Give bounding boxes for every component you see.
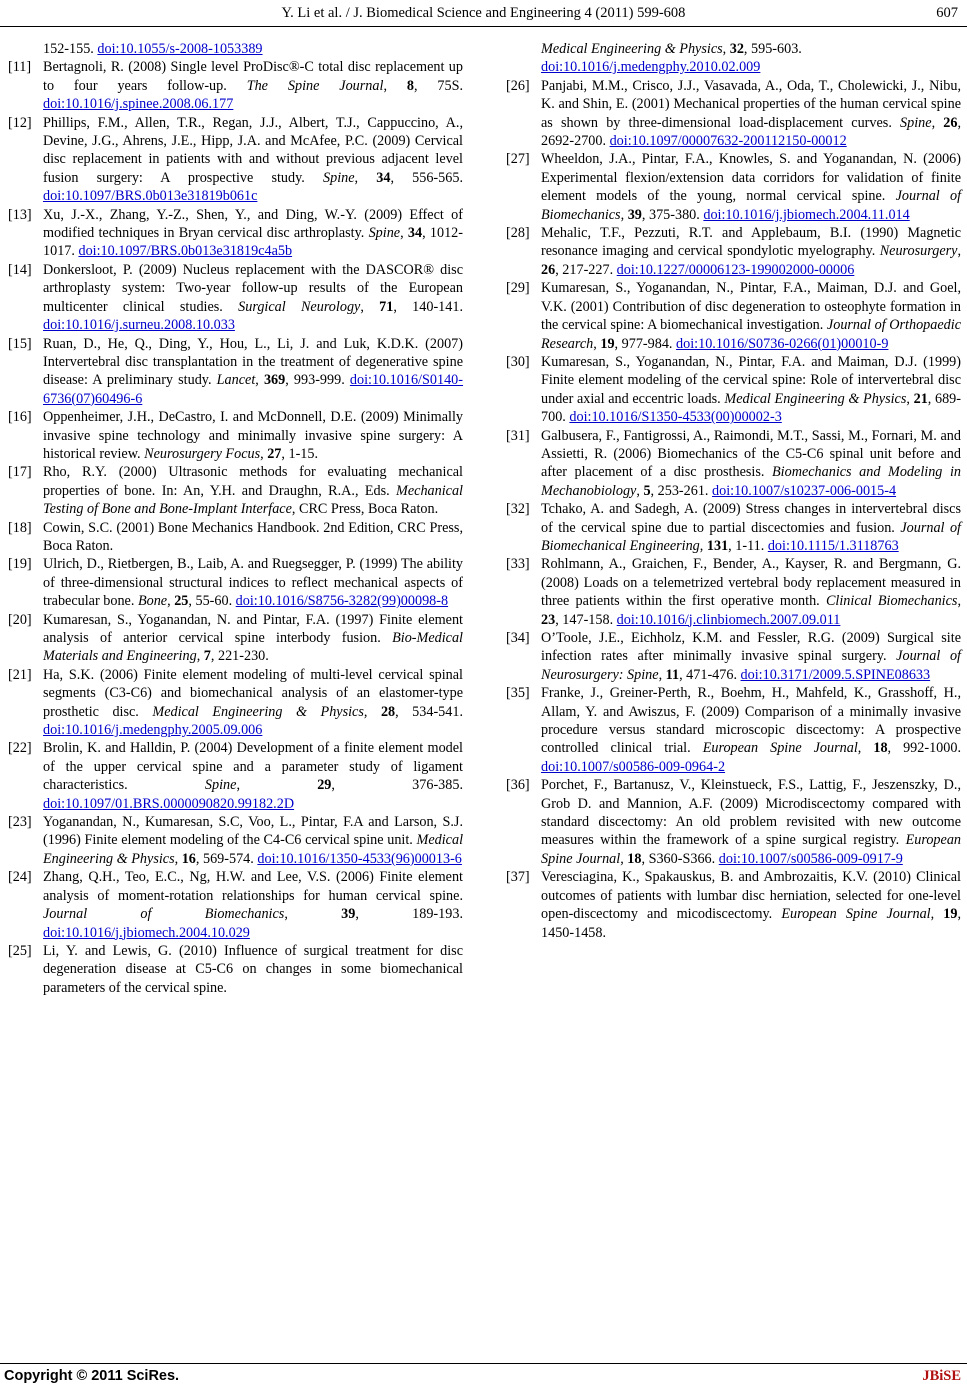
reference-number: [29]: [506, 280, 530, 297]
reference-journal: Spine: [204, 777, 237, 794]
reference-volume: 18: [873, 740, 888, 757]
reference-entry: [12] Phillips, F.M., Allen, T.R., Regan, J.J., Albert, T.J., Cappuccino, A., Devine, J.G., Ahrens, J.E., Hipp, J.A. and McAfee, P.C. (2009) Cervical disc replacement in patients with and without previous adjacent level fusion surgery: A prospective study. Spine, 34, 556-565. doi:10.1097/BRS.0b013e31819b061c: [8, 114, 463, 205]
reference-pages: , 140-141.: [393, 298, 464, 315]
reference-pages: , 569-574.: [195, 850, 254, 867]
reference-text: Phillips, F.M., Allen, T.R., Regan, J.J., Albert, T.J., Cappuccino, A., Devine, J.G., Ahrens, J.E., Hipp, J.A. and McAfee, P.C. (2009) Cervical disc replacement in patients with and without previous adjacent level fusion surgery: A prospective study.: [43, 114, 463, 186]
running-title: Y. Li et al. / J. Biomedical Science and Engineering 4 (2011) 599-608: [281, 5, 686, 21]
doi-link[interactable]: doi:10.1016/S8756-3282(99)00098-8: [235, 593, 449, 610]
reference-number: [36]: [506, 777, 530, 794]
reference-entry: [14] Donkersloot, P. (2009) Nucleus replacement with the DASCOR® disc arthroplasty system: Two-year follow-up results of the European multicenter clinical studies. Surgical Neurology, 71, 140-141. doi:10.1016/j.surneu.2008.10.033: [8, 261, 464, 334]
footer-rule: [0, 1363, 967, 1364]
reference-journal: Medical Engineering & Physics: [724, 390, 907, 407]
doi-link[interactable]: doi:10.1016/S0140-6736(07)60496-6: [43, 372, 463, 407]
reference-number: [22]: [8, 740, 32, 757]
reference-text: Donkersloot, P. (2009) Nucleus replacement with the DASCOR® disc arthroplasty system: Two-year follow-up results of the European multicenter clinical studies.: [43, 261, 463, 315]
doi-link[interactable]: doi:10.1097/00007632-200112150-00012: [609, 133, 847, 150]
reference-journal: Bone: [137, 593, 168, 610]
reference-pages: , 1-11.: [728, 537, 765, 554]
reference-entry: [24] Zhang, Q.H., Teo, E.C., Ng, H.W. and Lee, V.S. (2006) Finite element analysis of moment-rotation relationships for human cervical spine. Journal of Biomechanics, 39, 189-193. doi:10.1016/j.jbiomech.2004.10.029: [8, 869, 463, 941]
reference-entry: [21] Ha, S.K. (2006) Finite element modeling of multi-level cervical spinal segments (C3-C6) and biomechanical analysis of an elastomer-type prosthetic disc. Medical Engineering & Physics, 28, 534-541. doi:10.1016/j.medengphy.2005.09.006: [8, 666, 464, 739]
reference-volume: 5: [643, 482, 651, 499]
reference-volume: 39: [627, 206, 642, 223]
reference-entry: [8, 463, 463, 518]
doi-link[interactable]: doi:10.1055/s-2008-1053389: [97, 41, 263, 57]
reference-journal: Spine: [368, 225, 401, 242]
reference-pages: , 253-261.: [650, 482, 709, 499]
reference-continued: Medical Engineering & Physics, 32, 595-603. doi:10.1016/j.medengphy.2010.02.009: [541, 41, 802, 76]
reference-entry: [28] Mehalic, T.F., Pezzuti, R.T. and Applebaum, B.I. (1990) Magnetic resonance imaging and cervical spondylotic myelography. Neurosurgery, 26, 217-227. doi:10.1227/00006123-199002000-00006: [506, 225, 962, 278]
reference-volume: 11: [665, 666, 680, 683]
reference-pages: , 55-60.: [188, 593, 233, 610]
reference-entry: [8, 942, 463, 997]
page-footer: [0, 1363, 967, 1386]
reference-text: Yoganandan, N., Kumaresan, S.C, Voo, L., Pintar, F.A and Larson, S.J. (1996) Finite element modeling of the C4-C6 cervical spine unit.: [43, 814, 463, 849]
doi-link[interactable]: doi:10.1115/1.3118763: [767, 537, 899, 554]
reference-number: [25]: [8, 942, 32, 959]
reference-journal: European Spine Journal: [702, 740, 858, 757]
reference-volume: 19: [943, 906, 958, 923]
doi-link[interactable]: doi:10.1016/j.jbiomech.2004.11.014: [703, 206, 910, 223]
reference-number: [21]: [8, 666, 32, 683]
reference-pages: , 977-984.: [614, 335, 673, 352]
reference-pages: , 2692-2700.: [541, 114, 962, 150]
doi-link[interactable]: doi:10.1016/j.spinee.2008.06.177: [43, 96, 234, 113]
reference-text: Kumaresan, S., Yoganandan, N., Pintar, F.A. and Maiman, D.J. (1999) Finite element modeling of the cervical spine: Role of intervertebral disc under axial and eccentric loads.: [541, 353, 961, 407]
reference-text: Kumaresan, S., Yoganandan, N., Pintar, F.A., Maiman, D.J. and Goel, V.K. (2001) Contribution of disc degeneration to osteophyte formation in the cervical spine: A biomechanical investigation.: [541, 280, 961, 334]
reference-entry: [36] Porchet, F., Bartanusz, V., Kleinstueck, F.S., Lattig, F., Jeszenszky, D., Grob D. and Mannion, A.F. (2009) Microdiscectomy compared with standard discectomy: An old problem revisited with new outcome measures within the framework of a spine surgical registry. European Spine Journal, 18, S360-S366. doi:10.1007/s00586-009-0917-9: [506, 777, 962, 867]
reference-number: [34]: [506, 630, 530, 646]
reference-entry: [33] Rohlmann, A., Graichen, F., Bender, A., Kayser, R. and Bergmann, G. (2008) Loads on a telemetrized vertebral body replacement measured in three patients within the first operative month. Clinical Biomechanics, 23, 147-158. doi:10.1016/j.clinbiomech.2007.09.011: [506, 556, 961, 628]
reference-text: Rohlmann, A., Graichen, F., Bender, A., Kayser, R. and Bergmann, G. (2008) Loads on a telemetrized vertebral body replacement measured in three patients within the first operative month.: [541, 556, 961, 610]
doi-link[interactable]: doi:10.1016/1350-4533(96)00013-6: [257, 850, 462, 867]
reference-text: Brolin, K. and Halldin, P. (2004) Development of a finite element model of the upper cervical spine and a parameter study of ligament characteristics.: [43, 740, 463, 794]
reference-journal: Bio-Medical Materials and Engineering: [43, 630, 464, 665]
reference-entry: [11] Bertagnoli, R. (2008) Single level ProDisc®-C total disc replacement up to four years follow-up. The Spine Journal, 8, 75S. doi:10.1016/j.spinee.2008.06.177: [8, 59, 464, 113]
doi-link[interactable]: doi:10.1007/s10237-006-0015-4: [712, 482, 897, 499]
reference-volume: 26: [541, 261, 556, 278]
reference-text: Veresciagina, K., Spakauskus, B. and Ambrozaitis, K.V. (2010) Clinical outcomes of patients with lumbar disc herniation, selected for one-level open-discectomy and micodiscectomy.: [541, 869, 961, 923]
reference-text: Ulrich, D., Rietbergen, B., Laib, A. and Ruegsegger, P. (1999) The ability of three-dimensional structural indices to reflect mechanical aspects of trabecular bone.: [43, 556, 463, 610]
reference-pages: , 1450-1458.: [541, 906, 962, 941]
reference-journal: European Spine Journal: [781, 906, 931, 923]
reference-entry: [16] Oppenheimer, J.H., DeCastro, I. and McDonnell, D.E. (2009) Minimally invasive spine technology and minimally invasive spine surgery: A historical review. Neurosurgery Focus, 27, 1-15.: [8, 409, 463, 462]
reference-pages: , 75S.: [413, 77, 464, 94]
reference-number: [23]: [8, 814, 32, 831]
doi-link[interactable]: doi:10.1016/j.clinbiomech.2007.09.011: [616, 611, 841, 628]
reference-text: Li, Y. and Lewis, G. (2010) Influence of surgical treatment for disc degeneration disease at C5-C6 on changes in some biomechanical parameters of the cervical spine.: [43, 942, 463, 996]
reference-pages: , 471-476.: [679, 666, 737, 683]
reference-pages: , 217-227.: [555, 261, 614, 278]
reference-entry: [13] Xu, J.-X., Zhang, Y.-Z., Shen, Y., and Ding, W.-Y. (2009) Effect of modified techniques in Bryan cervical disc arthroplasty. Spine, 34, 1012-1017. doi:10.1097/BRS.0b013e31819c4a5b: [8, 206, 464, 260]
doi-link[interactable]: doi:10.1007/s00586-009-0917-9: [718, 850, 903, 867]
doi-link[interactable]: doi:10.1016/j.medengphy.2010.02.009: [541, 59, 761, 76]
reference-entry: [32] Tchako, A. and Sadegh, A. (2009) Stress changes in intervertebral discs of the cervical spine due to partial discectomies and fusion. Journal of Biomechanical Engineering, 131, 1-11. doi:10.1115/1.3118763: [506, 501, 961, 554]
reference-text: Kumaresan, S., Yoganandan, N. and Pintar, F.A. (1997) Finite element analysis of anterior cervical spine interbody fusion.: [43, 611, 463, 646]
reference-entry: [31] Galbusera, F., Fantigrossi, A., Raimondi, M.T., Sassi, M., Fornari, M. and Assietti, R. (2006) Biomechanics of the C5-C6 spinal unit before and after placement of a disc prosthesis. Biomechanics and Modeling in Mechanobiology, 5, 253-261. doi:10.1007/s10237-006-0015-4: [506, 427, 961, 499]
reference-pages: , 595-603.: [743, 41, 802, 57]
reference-text: O’Toole, J.E., Eichholz, K.M. and Fessler, R.G. (2009) Surgical site infection rates after minimally invasive spinal surgery.: [541, 630, 961, 665]
reference-volume: 25: [174, 593, 189, 610]
reference-volume: 34: [376, 169, 391, 186]
reference-number: [13]: [8, 206, 32, 223]
reference-volume: 16: [181, 850, 196, 867]
reference-journal: Neurosurgery: [879, 243, 958, 260]
reference-pages: , CRC Press, Boca Raton.: [291, 501, 439, 518]
reference-volume: 131: [706, 537, 729, 554]
reference-text: Cowin, S.C. (2001) Bone Mechanics Handbook. 2nd Edition, CRC Press, Boca Raton.: [43, 519, 463, 554]
doi-link[interactable]: doi:10.1016/j.medengphy.2005.09.006: [43, 722, 263, 739]
doi-link[interactable]: doi:10.1227/00006123-199002000-00006: [616, 261, 855, 278]
reference-volume: 7: [203, 648, 211, 665]
reference-continued: [8, 40, 463, 58]
reference-number: [31]: [506, 427, 530, 444]
reference-number: [20]: [8, 611, 32, 628]
left-column: [8, 40, 463, 997]
reference-text: Ha, S.K. (2006) Finite element modeling of multi-level cervical spinal segments (C3-C6) and biomechanical analysis of an elastomer-type prosthetic disc.: [43, 666, 463, 720]
reference-number: [26]: [506, 77, 530, 94]
reference-entry: [23] Yoganandan, N., Kumaresan, S.C, Voo, L., Pintar, F.A and Larson, S.J. (1996) Finite element modeling of the C4-C6 cervical spine unit. Medical Engineering & Physics, 16, 569-574. doi:10.1016/1350-4533(96)00013-6: [8, 814, 464, 867]
reference-volume: 34: [407, 225, 423, 242]
reference-volume: 19: [600, 335, 615, 352]
reference-journal: Journal of Orthopaedic Research: [541, 317, 961, 352]
reference-journal: Surgical Neurology: [238, 298, 361, 315]
doi-link[interactable]: doi:10.3171/2009.5.SPINE08633: [740, 666, 931, 683]
reference-volume: 8: [406, 77, 414, 94]
reference-volume: 29: [317, 777, 332, 794]
reference-entry: [35] Franke, J., Greiner-Perth, R., Boehm, H., Mahfeld, K., Grasshoff, H., Allam, Y. and Awiszus, F. (2009) Comparison of a minimally invasive procedure versus standard microscopic discectomy: A prospective controlled clinical trial. European Spine Journal, 18, 992-1000. doi:10.1007/s00586-009-0964-2: [506, 685, 962, 775]
reference-number: [24]: [8, 869, 32, 886]
reference-entry: [15] Ruan, D., He, Q., Ding, Y., Hou, L., Li, J. and Luk, K.D.K. (2007) Intervertebral disc transplantation in the treatment of degenerative spine disease: A preliminary study. Lancet, 369, 993-999. doi:10.1016/S0140-6736(07)60496-6: [8, 335, 463, 407]
reference-journal: Spine: [900, 114, 932, 131]
reference-text: Oppenheimer, J.H., DeCastro, I. and McDonnell, D.E. (2009) Minimally invasive spine technology and minimally invasive spine surgery: A historical review.: [43, 409, 463, 462]
reference-pages: , 221-230.: [210, 648, 269, 665]
reference-pages: , 1-15.: [281, 445, 319, 462]
reference-entry: [27] Wheeldon, J.A., Pintar, F.A., Knowles, S. and Yoganandan, N. (2006) Experimental flexion/extension data corridors for validation of finite element models of the young, normal cervical spine. Journal of Biomechanics, 39, 375-380. doi:10.1016/j.jbiomech.2004.11.014: [506, 151, 962, 223]
reference-journal: Journal of Biomechanical Engineering: [541, 519, 961, 554]
reference-number: [14]: [8, 261, 32, 278]
doi-link[interactable]: doi:10.1097/BRS.0b013e31819b061c: [43, 188, 258, 205]
reference-pages: , 375-380.: [641, 206, 700, 223]
reference-entry: [30] Kumaresan, S., Yoganandan, N., Pintar, F.A. and Maiman, D.J. (1999) Finite element modeling of the cervical spine: Role of intervertebral disc under axial and eccentric loads. Medical Engineering & Physics, 21, 689-700. doi:10.1016/S1350-4533(00)00002-3: [506, 353, 961, 426]
header-rule: [0, 26, 967, 27]
reference-entry: [22] Brolin, K. and Halldin, P. (2004) Development of a finite element model of the upper cervical spine and a parameter study of ligament characteristics. Spine, 29, 376-385. doi:10.1097/01.BRS.0000090820.99182.2D: [8, 740, 463, 812]
reference-number: [30]: [506, 353, 530, 370]
reference-entry: [8, 519, 463, 556]
reference-entry: [34] O’Toole, J.E., Eichholz, K.M. and Fessler, R.G. (2009) Surgical site infection rates after minimally invasive spinal surgery. Journal of Neurosurgery: Spine, 11, 471-476. doi:10.3171/2009.5.SPINE08633: [506, 630, 961, 683]
doi-link[interactable]: doi:10.1097/BRS.0b013e31819c4a5b: [78, 243, 293, 260]
reference-journal: Journal of Neurosurgery: Spine: [541, 648, 961, 683]
reference-list: [8, 58, 463, 997]
reference-entry: [26] Panjabi, M.M., Crisco, J.J., Vasavada, A., Oda, T., Cholewicki, J., Nibu, K. and Shin, E. (2001) Mechanical properties of the human cervical spine as shown by three-dimensional load-displacement curves. Spine, 26, 2692-2700. doi:10.1097/00007632-200112150-00012: [506, 77, 962, 150]
page-header: [0, 0, 967, 40]
doi-link[interactable]: doi:10.1016/j.surneu.2008.10.033: [43, 317, 235, 334]
reference-text: Xu, J.-X., Zhang, Y.-Z., Shen, Y., and Ding, W.-Y. (2009) Effect of modified techniques in Bryan cervical disc arthroplasty.: [43, 206, 463, 242]
reference-number: [33]: [506, 556, 530, 573]
reference-entry: [37] Veresciagina, K., Spakauskus, B. and Ambrozaitis, K.V. (2010) Clinical outcomes of patients with lumbar disc herniation, selected for one-level open-discectomy and micodiscectomy. European Spine Journal, 19, 1450-1458.: [506, 869, 962, 941]
doi-link[interactable]: doi:10.1016/S0736-0266(01)00010-9: [676, 335, 889, 352]
reference-journal: European Spine Journal: [541, 832, 962, 867]
reference-number: [17]: [8, 464, 32, 481]
reference-number: [15]: [8, 335, 32, 352]
reference-journal: Biomechanics and Modeling in Mechanobiology: [541, 464, 961, 499]
reference-volume: 71: [379, 298, 394, 315]
reference-text: Porchet, F., Bartanusz, V., Kleinstueck, F.S., Lattig, F., Jeszenszky, D., Grob D. and Mannion, A.F. (2009) Microdiscectomy compared with standard discectomy: An old problem revisited with new outcome measures within the framework of a spine surgical registry.: [541, 777, 961, 849]
reference-number: [19]: [8, 556, 32, 573]
doi-link[interactable]: doi:10.1097/01.BRS.0000090820.99182.2D: [43, 795, 295, 812]
reference-journal: Lancet: [216, 372, 256, 389]
reference-pages: , 992-1000.: [887, 740, 962, 757]
reference-text: Wheeldon, J.A., Pintar, F.A., Knowles, S. and Yoganandan, N. (2006) Experimental flexion/extension data corridors for validation of finite element models of the young, normal cervical spine.: [541, 151, 961, 205]
reference-number: [18]: [8, 519, 32, 536]
reference-text: Tchako, A. and Sadegh, A. (2009) Stress changes in intervertebral discs of the cervical spine due to partial discectomies and fusion.: [541, 501, 961, 536]
reference-number: [11]: [8, 59, 32, 76]
reference-volume: 32: [729, 41, 744, 57]
reference-text: Mehalic, T.F., Pezzuti, R.T. and Applebaum, B.I. (1990) Magnetic resonance imaging and cervical spondylotic myelography.: [541, 225, 961, 260]
reference-entry: [20] Kumaresan, S., Yoganandan, N. and Pintar, F.A. (1997) Finite element analysis of anterior cervical spine interbody fusion. Bio-Medical Materials and Engineering, 7, 221-230.: [8, 611, 464, 665]
reference-pages: , S360-S366.: [641, 850, 716, 867]
reference-pages: , 556-565.: [390, 169, 463, 186]
reference-text: Bertagnoli, R. (2008) Single level ProDisc®-C total disc replacement up to four years follow-up.: [43, 59, 463, 94]
reference-entry: [19] Ulrich, D., Rietbergen, B., Laib, A. and Ruegsegger, P. (1999) The ability of three-dimensional structural indices to reflect mechanical aspects of trabecular bone. Bone, 25, 55-60. doi:10.1016/S8756-3282(99)00098-8: [8, 556, 463, 610]
reference-text: Franke, J., Greiner-Perth, R., Boehm, H., Mahfeld, K., Grasshoff, H., Allam, Y. and Awiszus, F. (2009) Comparison of a minimally invasive procedure versus standard microscopic discectomy: A prospective controlled clinical trial.: [541, 685, 961, 757]
reference-volume: 28: [380, 703, 396, 720]
reference-volume: 39: [341, 906, 356, 923]
reference-number: [35]: [506, 685, 530, 702]
reference-journal: Journal of Biomechanics: [43, 906, 285, 923]
reference-journal: Neurosurgery Focus: [144, 445, 261, 462]
reference-pages: , 534-541.: [395, 703, 464, 720]
reference-journal: Medical Engineering & Physics: [152, 703, 364, 720]
reference-volume: 21: [913, 390, 928, 407]
reference-volume: 18: [627, 850, 642, 867]
page-number: 607: [936, 5, 958, 21]
reference-pages: , 147-158.: [555, 611, 614, 628]
reference-number: [16]: [8, 409, 32, 426]
doi-link[interactable]: doi:10.1016/j.jbiomech.2004.10.029: [43, 924, 250, 941]
reference-text: Zhang, Q.H., Teo, E.C., Ng, H.W. and Lee, V.S. (2006) Finite element analysis of moment-rotation relationships for human cervical spine.: [43, 869, 463, 904]
reference-number: [32]: [506, 501, 530, 518]
reference-journal: Journal of Biomechanics: [541, 188, 962, 223]
doi-link[interactable]: doi:10.1016/S1350-4533(00)00002-3: [569, 409, 782, 426]
reference-text: Rho, R.Y. (2000) Ultrasonic methods for evaluating mechanical properties of bone. In: An, Y.H. and Draughn, R.A., Eds.: [43, 464, 463, 499]
doi-link[interactable]: doi:10.1007/s00586-009-0964-2: [541, 758, 726, 775]
reference-pages: , 189-193.: [355, 906, 463, 923]
reference-entry: [29] Kumaresan, S., Yoganandan, N., Pintar, F.A., Maiman, D.J. and Goel, V.K. (2001) Contribution of disc degeneration to osteophyte formation in the cervical spine: A biomechanical investigation. Journal of Orthopaedic Research, 19, 977-984. doi:10.1016/S0736-0266(01)00010-9: [506, 280, 961, 352]
reference-fragment: 152-155.: [43, 41, 94, 57]
reference-volume: 369: [263, 372, 286, 389]
reference-number: [12]: [8, 114, 32, 131]
reference-journal: Mechanical Testing of Bone and Bone-Implant Interface: [43, 482, 463, 518]
reference-text: Galbusera, F., Fantigrossi, A., Raimondi, M.T., Sassi, M., Fornari, M. and Assietti, R. (2006) Biomechanics of the C5-C6 spinal unit before and after placement of a disc prosthesis.: [541, 427, 961, 481]
reference-text: Ruan, D., He, Q., Ding, Y., Hou, L., Li, J. and Luk, K.D.K. (2007) Intervertebral disc transplantation in the treatment of degenerative spine disease: A preliminary study.: [43, 335, 463, 389]
reference-journal: Medical Engineering & Physics: [43, 832, 464, 867]
reference-volume: 26: [943, 114, 958, 131]
reference-journal: Clinical Biomechanics: [825, 593, 958, 610]
reference-list: [506, 77, 961, 942]
reference-text: Panjabi, M.M., Crisco, J.J., Vasavada, A., Oda, T., Cholewicki, J., Nibu, K. and Shin, E. (2001) Mechanical properties of the human cervical spine as shown by three-dimensional load-displacement curves.: [541, 77, 961, 131]
reference-pages: , 689-700.: [541, 390, 961, 426]
reference-volume: 27: [267, 445, 282, 462]
reference-journal: The Spine Journal: [246, 77, 384, 94]
reference-number: [27]: [506, 151, 530, 168]
reference-journal: Spine: [323, 169, 355, 186]
reference-volume: 23: [541, 611, 556, 628]
reference-pages: , 1012-1017.: [43, 225, 464, 260]
reference-pages: , 376-385.: [331, 777, 463, 794]
reference-journal: Medical Engineering & Physics: [541, 41, 723, 57]
reference-number: [37]: [506, 869, 530, 886]
right-column: [506, 40, 961, 942]
reference-pages: , 993-999.: [285, 372, 345, 389]
reference-number: [28]: [506, 225, 530, 242]
copyright-notice: Copyright © 2011 SciRes.: [4, 1368, 180, 1384]
journal-abbreviation: JBiSE: [922, 1368, 961, 1384]
